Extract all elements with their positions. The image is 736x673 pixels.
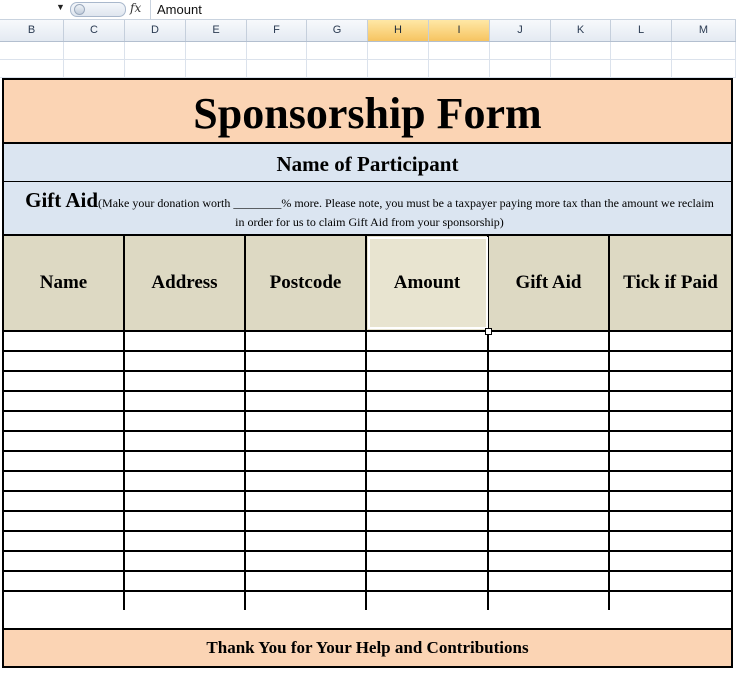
formula-bar-divider: [150, 0, 151, 19]
grid-column-line: [428, 42, 429, 78]
participant-label: Name of Participant: [276, 152, 459, 176]
table-row[interactable]: [4, 370, 731, 372]
grid-column-line: [550, 42, 551, 78]
table-header-address[interactable]: Address: [125, 236, 246, 330]
grid-column-line: [63, 42, 64, 78]
table-header-name[interactable]: Name: [4, 236, 125, 330]
table-header-gift-aid[interactable]: Gift Aid: [489, 236, 610, 330]
table-row[interactable]: [4, 510, 731, 512]
namebox-dropdown-icon[interactable]: ▼: [56, 2, 65, 12]
table-header-postcode[interactable]: Postcode: [246, 236, 367, 330]
grid-column-line: [246, 42, 247, 78]
gift-aid-note: (Make your donation worth ________% more. Please note, you must be a taxpayer paying more tax than the amount we reclaim in order for us to claim Gift Aid from your sponsorship): [98, 196, 714, 229]
column-header-b[interactable]: B: [0, 20, 64, 41]
column-header-l[interactable]: L: [611, 20, 672, 41]
column-header-j[interactable]: J: [490, 20, 551, 41]
table-header-amount[interactable]: Amount: [367, 236, 489, 330]
grid-column-line: [671, 42, 672, 78]
column-header-m[interactable]: M: [672, 20, 736, 41]
table-row[interactable]: [4, 410, 731, 412]
footer-message: Thank You for Your Help and Contributions: [206, 638, 529, 657]
formula-input[interactable]: Amount: [157, 2, 202, 17]
column-header-h[interactable]: H: [368, 20, 429, 41]
title-band[interactable]: [4, 80, 731, 144]
gift-aid-label: Gift Aid: [25, 188, 99, 212]
formula-bar: [0, 0, 736, 20]
column-header-c[interactable]: C: [64, 20, 125, 41]
table-row[interactable]: [4, 550, 731, 552]
insert-function-icon[interactable]: fx: [130, 1, 142, 15]
grid-column-line: [306, 42, 307, 78]
table-row[interactable]: [4, 570, 731, 572]
table-row[interactable]: [4, 490, 731, 492]
grid-column-line: [489, 42, 490, 78]
grid-column-line: [367, 42, 368, 78]
grid-column-line: [185, 42, 186, 78]
empty-grid-columns: [0, 42, 736, 78]
table-row[interactable]: [4, 590, 731, 592]
table-body: [4, 330, 731, 610]
column-headers: [0, 20, 736, 42]
table-header-row: [4, 236, 731, 330]
column-header-d[interactable]: D: [125, 20, 186, 41]
table-row[interactable]: [4, 470, 731, 472]
participant-row[interactable]: [4, 144, 731, 182]
table-row[interactable]: [4, 430, 731, 432]
gift-aid-row[interactable]: [4, 182, 731, 236]
selection-fill-handle[interactable]: [485, 328, 492, 335]
form-title: Sponsorship Form: [193, 89, 542, 138]
grid-column-line: [610, 42, 611, 78]
table-row[interactable]: [4, 350, 731, 352]
column-header-i[interactable]: I: [429, 20, 490, 41]
table-row[interactable]: [4, 530, 731, 532]
column-header-g[interactable]: G: [307, 20, 368, 41]
column-header-e[interactable]: E: [186, 20, 247, 41]
table-row[interactable]: [4, 390, 731, 392]
spacer-row[interactable]: [4, 610, 731, 630]
grid-column-line: [124, 42, 125, 78]
column-header-f[interactable]: F: [247, 20, 307, 41]
sponsorship-form: [2, 78, 733, 668]
column-header-k[interactable]: K: [551, 20, 611, 41]
resize-knob-icon: [74, 4, 85, 15]
table-header-tick-if-paid[interactable]: Tick if Paid: [610, 236, 731, 330]
table-row[interactable]: [4, 450, 731, 452]
footer-band[interactable]: [4, 628, 731, 666]
formula-bar-resize-handle[interactable]: [70, 2, 126, 17]
